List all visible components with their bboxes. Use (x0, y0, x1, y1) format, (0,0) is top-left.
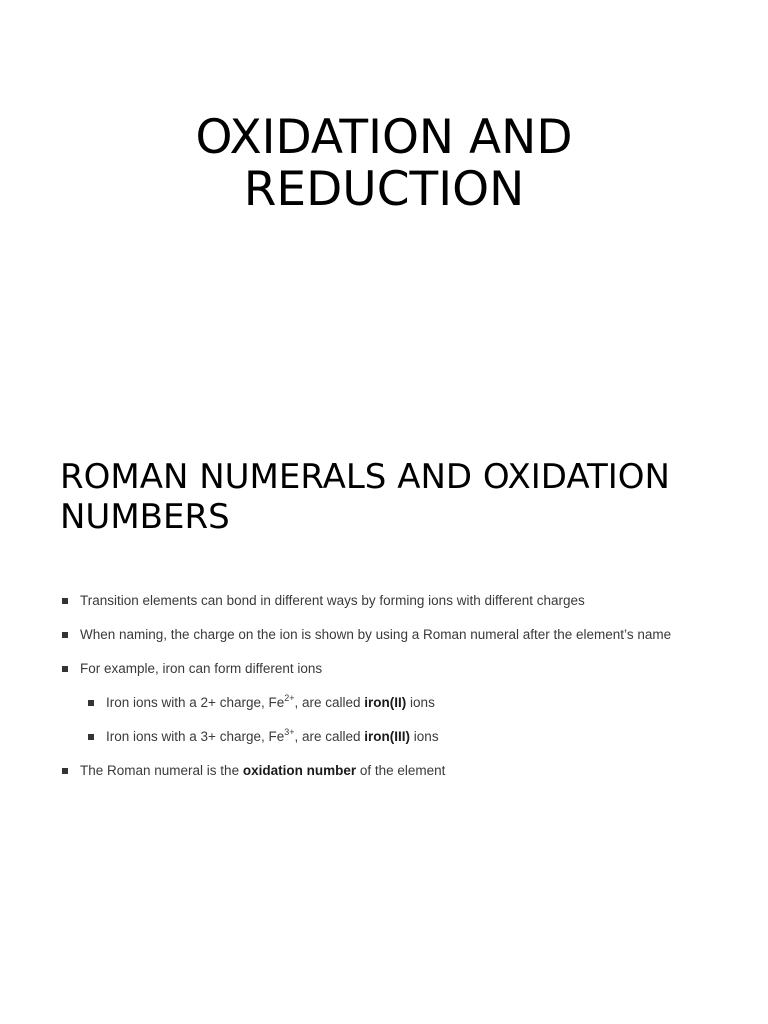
bold-term: iron(III) (364, 729, 411, 744)
square-bullet-icon (88, 700, 94, 706)
page-title-line-1: OXIDATION AND (195, 110, 573, 165)
bullet-item-oxidation-number (0, 760, 768, 794)
bullet-text: When naming, the charge on the ion is shown by using a Roman numeral after the element’s name (80, 627, 672, 642)
bullet-item-example (0, 658, 768, 692)
square-bullet-icon (88, 734, 94, 740)
bullet-text-end: ions (410, 729, 439, 744)
bullet-text: Transition elements can bond in different ways by forming ions with different charges (80, 593, 585, 608)
sub-bullet-item-iron-ii (0, 692, 768, 726)
bullet-text-start: The Roman numeral is the (80, 763, 243, 778)
bullet-text-middle: , are called (294, 695, 365, 710)
square-bullet-icon (62, 632, 68, 638)
bold-term: oxidation number (242, 763, 357, 778)
bullet-item-naming (0, 624, 768, 658)
charge-superscript: 2+ (284, 693, 295, 703)
bullet-item-transition-elements (0, 590, 768, 624)
bullet-text-start: Iron ions with a 2+ charge, Fe (106, 695, 285, 710)
section-title-line-1: ROMAN NUMERALS AND OXIDATION (60, 457, 670, 497)
bullet-text-middle: , are called (294, 729, 365, 744)
bullet-list (0, 590, 768, 794)
bullet-text: For example, iron can form different ions (80, 661, 323, 676)
section-title (60, 457, 740, 537)
square-bullet-icon (62, 598, 68, 604)
charge-superscript: 3+ (284, 727, 295, 737)
bullet-text-start: Iron ions with a 3+ charge, Fe (106, 729, 285, 744)
page-title (0, 112, 768, 216)
square-bullet-icon (62, 768, 68, 774)
bullet-text-end: of the element (356, 763, 446, 778)
section-title-line-2: NUMBERS (60, 497, 230, 537)
bullet-text-end: ions (406, 695, 435, 710)
bold-term: iron(II) (364, 695, 407, 710)
square-bullet-icon (62, 666, 68, 672)
sub-bullet-item-iron-iii (0, 726, 768, 760)
page-title-line-2: REDUCTION (243, 162, 525, 217)
